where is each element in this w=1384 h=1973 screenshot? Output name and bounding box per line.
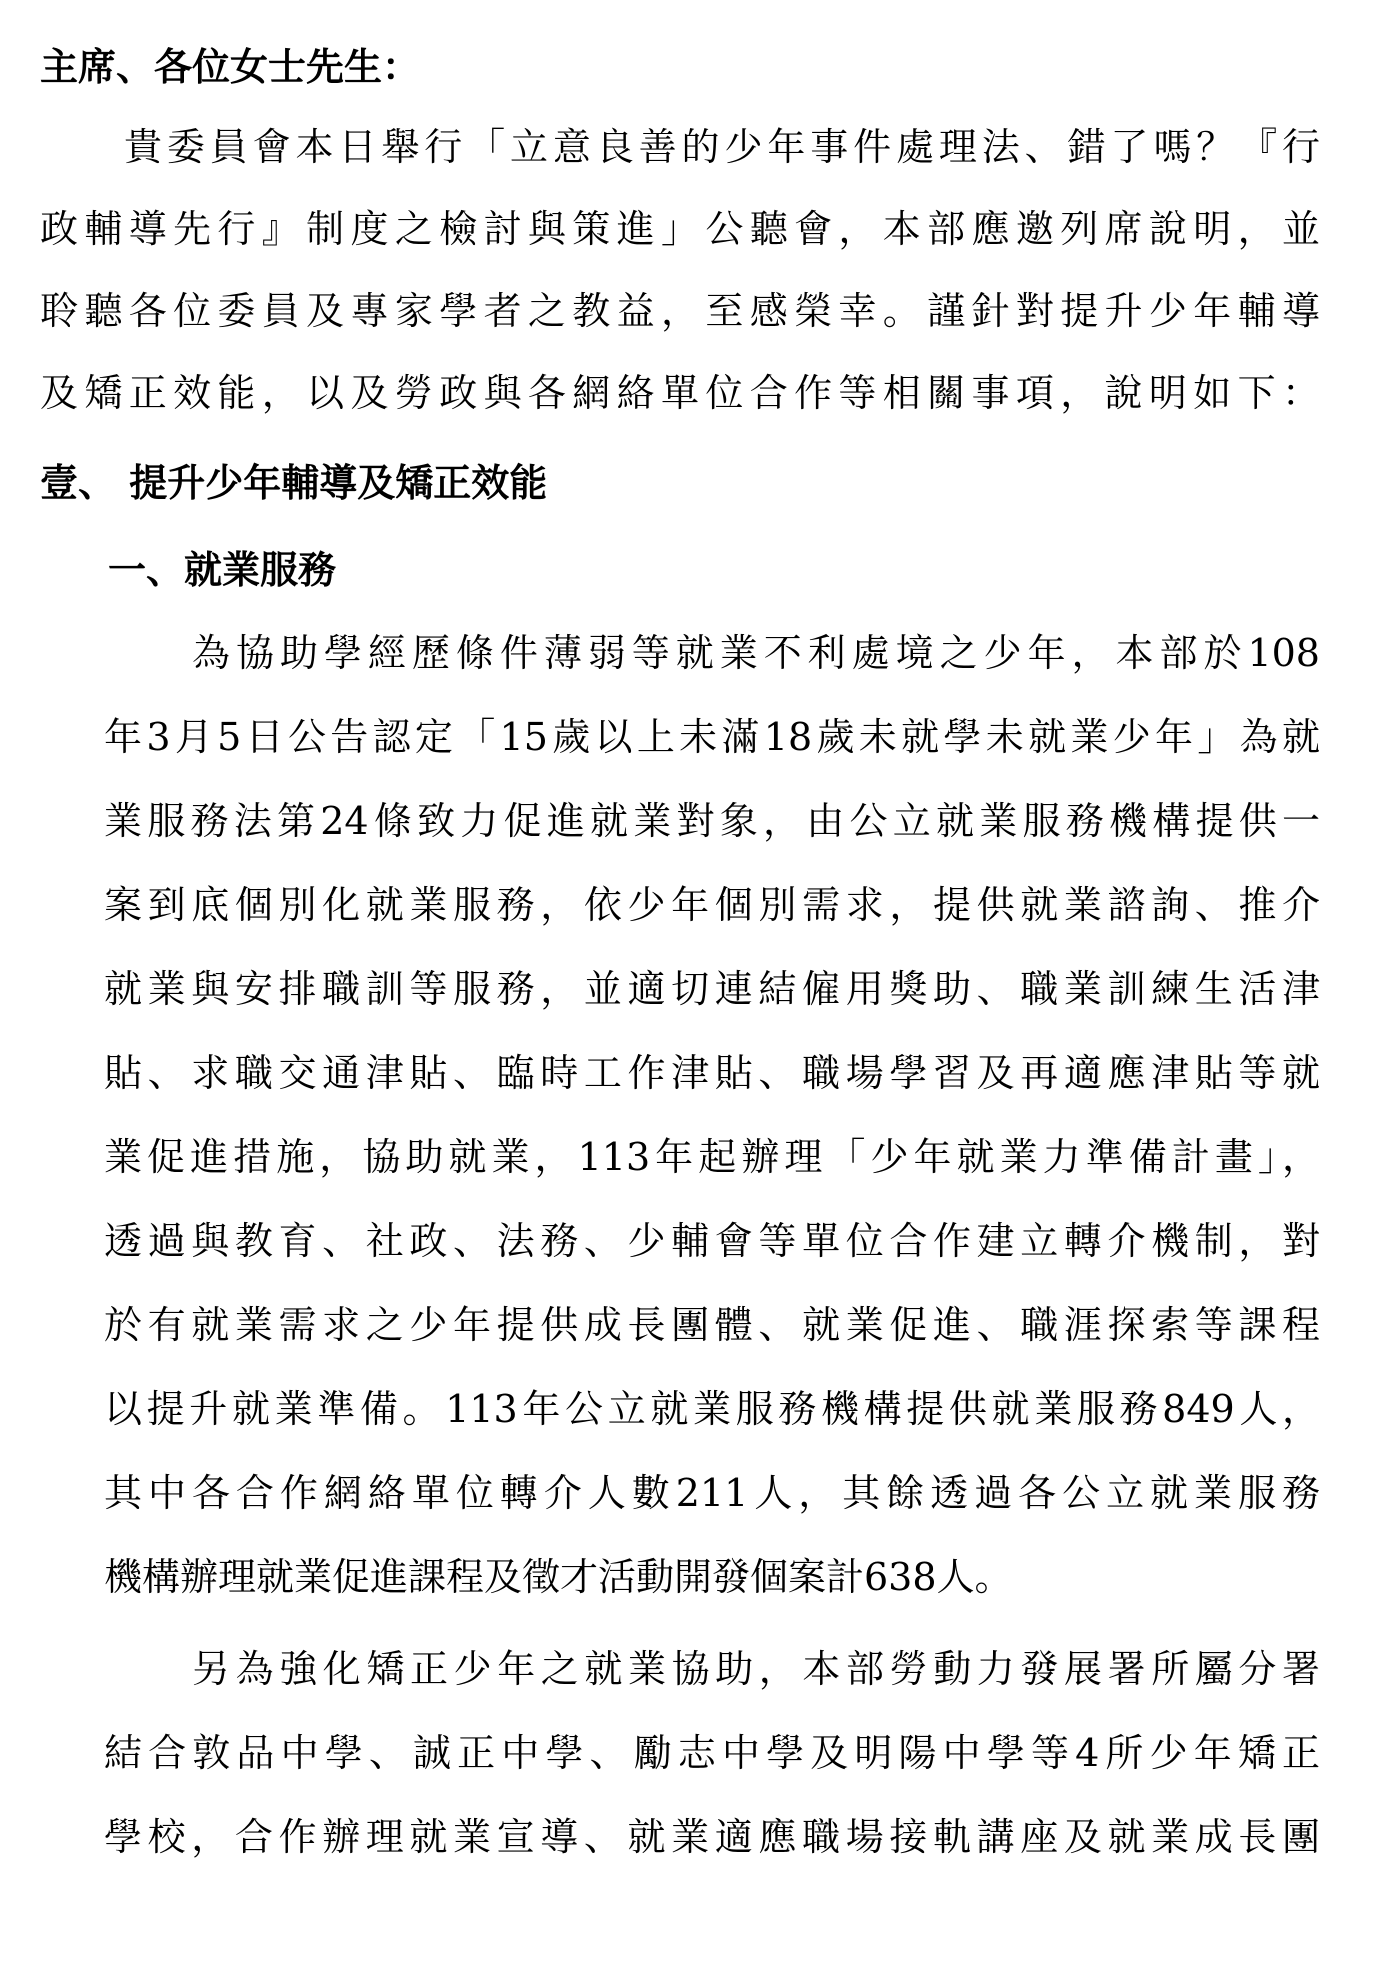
subsection-heading: 一、就業服務 <box>108 548 337 592</box>
paragraph1-line-1: 為協助學經歷條件薄弱等就業不利處境之少年，本部於108 <box>192 631 1320 675</box>
section-heading: 壹、 提升少年輔導及矯正效能 <box>40 461 548 505</box>
paragraph1-line-11: 其中各合作網絡單位轉介人數211人，其餘透過各公立就業服務 <box>104 1471 1320 1515</box>
salutation: 主席、各位女士先生： <box>40 45 421 89</box>
paragraph2-line-3: 學校，合作辦理就業宣導、就業適應職場接軌講座及就業成長團 <box>104 1815 1320 1859</box>
paragraph2-line-1: 另為強化矯正少年之就業協助，本部勞動力發展署所屬分署 <box>192 1647 1320 1691</box>
paragraph1-line-7: 業促進措施，協助就業，113年起辦理「少年就業力準備計畫」， <box>104 1135 1320 1179</box>
paragraph1-line-6: 貼、求職交通津貼、臨時工作津貼、職場學習及再適應津貼等就 <box>104 1051 1320 1095</box>
paragraph1-line-8: 透過與教育、社政、法務、少輔會等單位合作建立轉介機制，對 <box>104 1219 1320 1263</box>
paragraph1-line-9: 於有就業需求之少年提供成長團體、就業促進、職涯探索等課程 <box>104 1303 1320 1347</box>
intro-line-4: 及矯正效能，以及勞政與各網絡單位合作等相關事項，說明如下： <box>40 371 1320 415</box>
paragraph1-line-4: 案到底個別化就業服務，依少年個別需求，提供就業諮詢、推介 <box>104 883 1320 927</box>
intro-line-1: 貴委員會本日舉行「立意良善的少年事件處理法、錯了嗎？『行 <box>124 125 1320 169</box>
paragraph1-line-2: 年3月5日公告認定「15歲以上未滿18歲未就學未就業少年」為就 <box>104 715 1320 759</box>
paragraph1-line-12: 機構辦理就業促進課程及徵才活動開發個案計638人。 <box>104 1555 1013 1599</box>
paragraph2-line-2: 結合敦品中學、誠正中學、勵志中學及明陽中學等4所少年矯正 <box>104 1731 1320 1775</box>
paragraph1-line-5: 就業與安排職訓等服務，並適切連結僱用獎助、職業訓練生活津 <box>104 967 1320 1011</box>
intro-line-2: 政輔導先行』制度之檢討與策進」公聽會，本部應邀列席說明，並 <box>40 207 1320 251</box>
intro-line-3: 聆聽各位委員及專家學者之教益，至感榮幸。謹針對提升少年輔導 <box>40 289 1320 333</box>
paragraph1-line-3: 業服務法第24條致力促進就業對象，由公立就業服務機構提供一 <box>104 799 1320 843</box>
paragraph1-line-10: 以提升就業準備。113年公立就業服務機構提供就業服務849人， <box>104 1387 1320 1431</box>
